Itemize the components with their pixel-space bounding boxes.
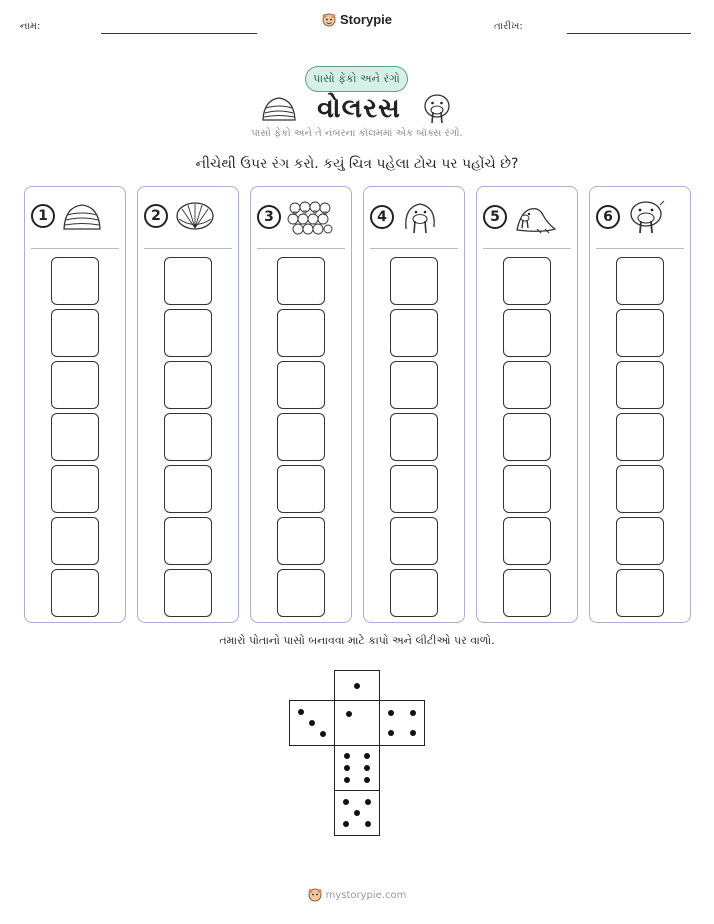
question: નીચેથી ઉપર રંગ કરો. કયું ચિત્ર પહેલા ટોચ પર પહોંચે છે? (195, 156, 519, 172)
column-divider (257, 248, 345, 249)
pip (344, 753, 350, 759)
color-box[interactable] (390, 361, 438, 409)
color-box[interactable] (51, 309, 99, 357)
color-box[interactable] (277, 413, 325, 461)
color-box[interactable] (164, 309, 212, 357)
column-1 (24, 186, 126, 623)
pip (364, 765, 370, 771)
column-2 (137, 186, 239, 623)
pip (298, 709, 304, 715)
color-box[interactable] (164, 569, 212, 617)
color-box[interactable] (277, 309, 325, 357)
walrus-face-icon (400, 199, 440, 235)
pip (343, 799, 349, 805)
color-box[interactable] (51, 465, 99, 513)
die-face-5 (334, 790, 380, 836)
number-badge: 1 (31, 204, 55, 228)
color-box[interactable] (277, 465, 325, 513)
color-box[interactable] (51, 361, 99, 409)
activity-pill: પાસો ફેંકો અને રંગો (305, 66, 408, 92)
pip (388, 710, 394, 716)
color-box[interactable] (616, 309, 664, 357)
pip (309, 720, 315, 726)
brand-name: Storypie (339, 12, 392, 27)
color-box[interactable] (503, 361, 551, 409)
brand-logo (0, 12, 714, 27)
column-header (596, 199, 666, 235)
number-badge: 5 (483, 205, 507, 229)
ice-mound-icon (261, 94, 297, 124)
pip (364, 753, 370, 759)
color-box[interactable] (616, 361, 664, 409)
color-box[interactable] (503, 517, 551, 565)
color-box[interactable] (277, 257, 325, 305)
color-box[interactable] (616, 465, 664, 513)
color-box[interactable] (277, 517, 325, 565)
pip (344, 777, 350, 783)
column-4 (363, 186, 465, 623)
walrus-head-icon (626, 199, 666, 235)
cut-instruction: તમારો પોતાનો પાસો બનાવવા માટે કાપો અને લીટીઓ પર વાળો. (219, 634, 495, 647)
color-box[interactable] (616, 413, 664, 461)
column-divider (370, 248, 458, 249)
color-box[interactable] (503, 465, 551, 513)
pip (365, 799, 371, 805)
pip (410, 710, 416, 716)
color-box[interactable] (616, 517, 664, 565)
color-box[interactable] (390, 569, 438, 617)
die-face-4 (379, 700, 425, 746)
column-5 (476, 186, 578, 623)
pip (343, 821, 349, 827)
color-box[interactable] (164, 465, 212, 513)
ice-mound-icon (61, 199, 103, 233)
number-badge: 3 (257, 205, 281, 229)
number-badge: 2 (144, 204, 168, 228)
column-6 (589, 186, 691, 623)
number-badge: 6 (596, 205, 620, 229)
pip (365, 821, 371, 827)
color-box[interactable] (390, 309, 438, 357)
color-box[interactable] (390, 413, 438, 461)
storypie-mascot-icon (322, 13, 336, 27)
pip (364, 777, 370, 783)
die-face-1 (334, 700, 380, 746)
date-line[interactable] (567, 33, 691, 34)
footer (0, 888, 714, 902)
color-box[interactable] (164, 257, 212, 305)
pip (354, 810, 360, 816)
column-divider (483, 248, 571, 249)
pip (388, 730, 394, 736)
die-face-3 (289, 700, 335, 746)
pip (354, 683, 360, 689)
column-header (144, 199, 216, 233)
walrus-herd-icon (287, 199, 333, 235)
color-box[interactable] (51, 257, 99, 305)
die-face-6 (334, 745, 380, 791)
name-line[interactable] (101, 33, 257, 34)
title-row (0, 92, 714, 126)
walrus-body-icon (513, 199, 557, 235)
color-box[interactable] (277, 361, 325, 409)
color-box[interactable] (164, 517, 212, 565)
storypie-mascot-icon (308, 888, 322, 902)
color-box[interactable] (503, 309, 551, 357)
clam-shell-icon (174, 199, 216, 233)
instructions: પાસો ફેંકો અને તે નંબરના કૉલમમાં એક બૉક્સ રંગો. (251, 128, 463, 139)
color-box[interactable] (390, 517, 438, 565)
pip (320, 731, 326, 737)
color-box[interactable] (51, 413, 99, 461)
color-box[interactable] (616, 257, 664, 305)
pip (410, 730, 416, 736)
column-divider (144, 248, 232, 249)
color-box[interactable] (390, 465, 438, 513)
column-header (370, 199, 440, 235)
pip (344, 765, 350, 771)
color-box[interactable] (51, 517, 99, 565)
column-divider (31, 248, 119, 249)
number-badge: 4 (370, 205, 394, 229)
color-box[interactable] (390, 257, 438, 305)
color-box[interactable] (616, 569, 664, 617)
color-box[interactable] (164, 413, 212, 461)
date-label: તારીખ: (494, 21, 523, 32)
page-title: વોલરસ (317, 93, 401, 124)
color-box[interactable] (164, 361, 212, 409)
color-box[interactable] (277, 569, 325, 617)
color-box[interactable] (503, 569, 551, 617)
footer-url[interactable]: mystorypie.com (325, 889, 407, 901)
column-header (483, 199, 557, 235)
column-header (257, 199, 333, 235)
column-3 (250, 186, 352, 623)
color-box[interactable] (51, 569, 99, 617)
color-box[interactable] (503, 413, 551, 461)
walrus-face-icon (421, 93, 453, 125)
column-header (31, 199, 103, 233)
pip (346, 711, 352, 717)
color-box[interactable] (503, 257, 551, 305)
name-label: નામ: (20, 21, 41, 32)
column-divider (596, 248, 684, 249)
